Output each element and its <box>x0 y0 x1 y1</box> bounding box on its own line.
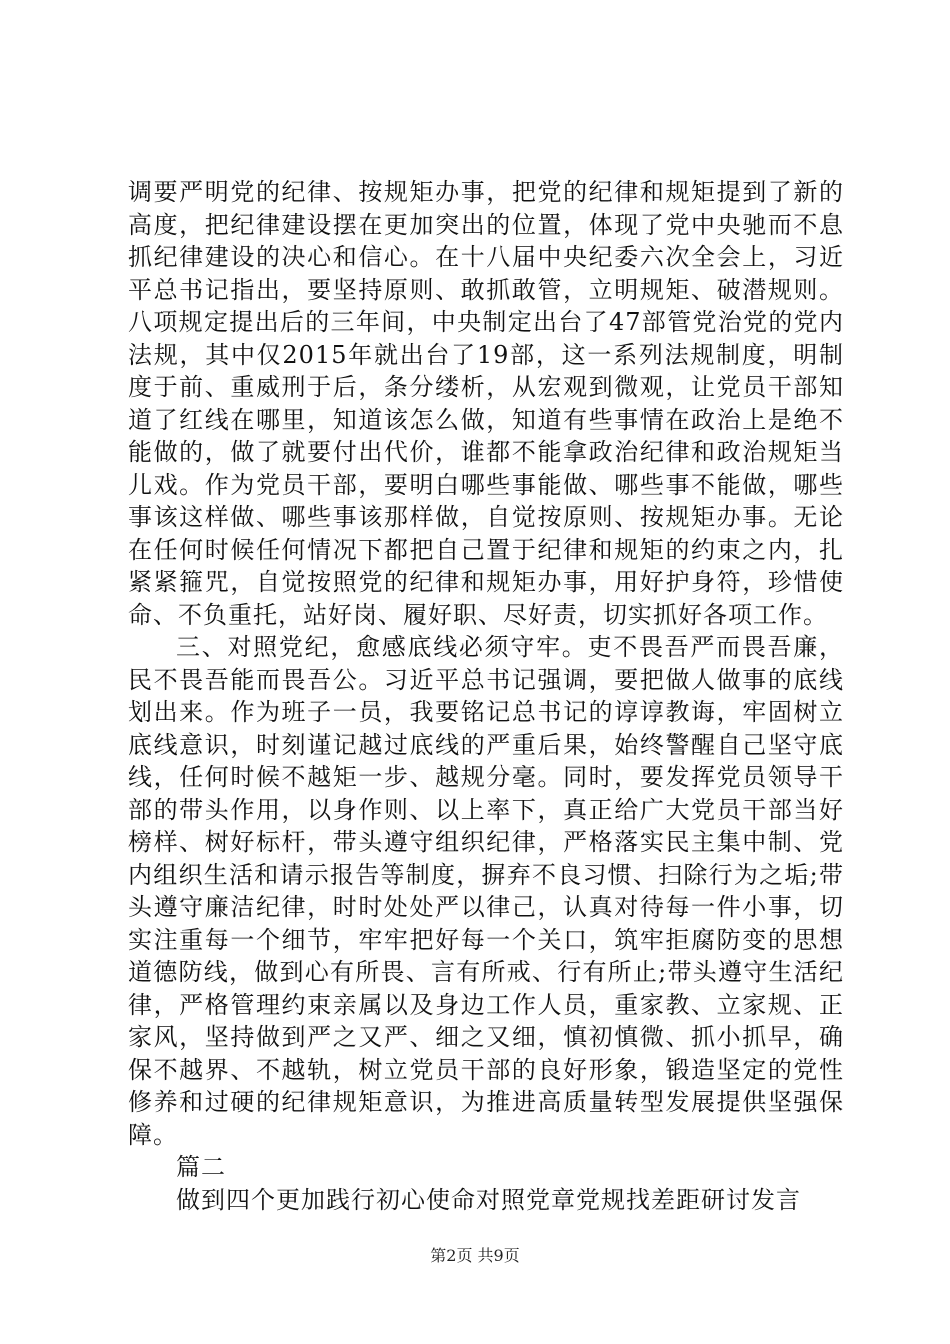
paragraph-continuation: 调要严明党的纪律、按规矩办事，把党的纪律和规矩提到了新的高度，把纪律建设摆在更加突出的位置，体现了党中央驰而不息抓纪律建设的决心和信心。在十八届中央纪委六次全会上，习近平总书记指出，要坚持原则、敢抓敢管，立明规矩、破潜规则。八项规定提出后的三年间，中央制定出台了47部管党治党的党内法规，其中仅2015年就出台了19部，这一系列法规制度，明制度于前、重威刑于后，条分缕析，从宏观到微观，让党员干部知道了红线在哪里，知道该怎么做，知道有些事情在政治上是绝不能做的，做了就要付出代价，谁都不能拿政治纪律和政治规矩当儿戏。作为党员干部，要明白哪些事能做、哪些事不能做，哪些事该这样做、哪些事该那样做，自觉按原则、按规矩办事。无论在任何时候任何情况下都把自己置于纪律和规矩的约束之内，扎紧紧箍咒，自觉按照党的纪律和规矩办事，用好护身符，珍惜使命、不负重托，站好岗、履好职、尽好责，切实抓好各项工作。 <box>128 178 844 629</box>
paragraph-section-three: 三、对照党纪，愈感底线必须守牢。吏不畏吾严而畏吾廉，民不畏吾能而畏吾公。习近平总书记强调，要把做人做事的底线划出来。作为班子一员，我要铭记总书记的谆谆教诲，牢固树立底线意识，时刻谨记越过底线的严重后果，始终警醒自己坚守底线，任何时候不越矩一步、越规分毫。同时，要发挥党员领导干部的带头作用，以身作则、以上率下，真正给广大党员干部当好榜样、树好标杆，带头遵守组织纪律，严格落实民主集中制、党内组织生活和请示报告等制度，摒弃不良习惯、扫除行为之垢;带头遵守廉洁纪律，时时处处严以律己，认真对待每一件小事，切实注重每一个细节，牢牢把好每一个关口，筑牢拒腐防变的思想道德防线，做到心有所畏、言有所戒、行有所止;带头遵守生活纪律，严格管理约束亲属以及身边工作人员，重家教、立家规、正家风，坚持做到严之又严、细之又细，慎初慎微、抓小抓早，确保不越界、不越轨，树立党员干部的良好形象，锻造坚定的党性修养和过硬的纪律规矩意识，为推进高质量转型发展提供坚强保障。 <box>128 633 844 1149</box>
paragraph-article-title: 做到四个更加践行初心使命对照党章党规找差距研讨发言 <box>176 1185 801 1214</box>
paragraph-chapter-heading: 篇二 <box>176 1153 226 1181</box>
document-body <box>128 176 844 1216</box>
page-number-footer: 第2页 共9页 <box>430 1246 520 1265</box>
